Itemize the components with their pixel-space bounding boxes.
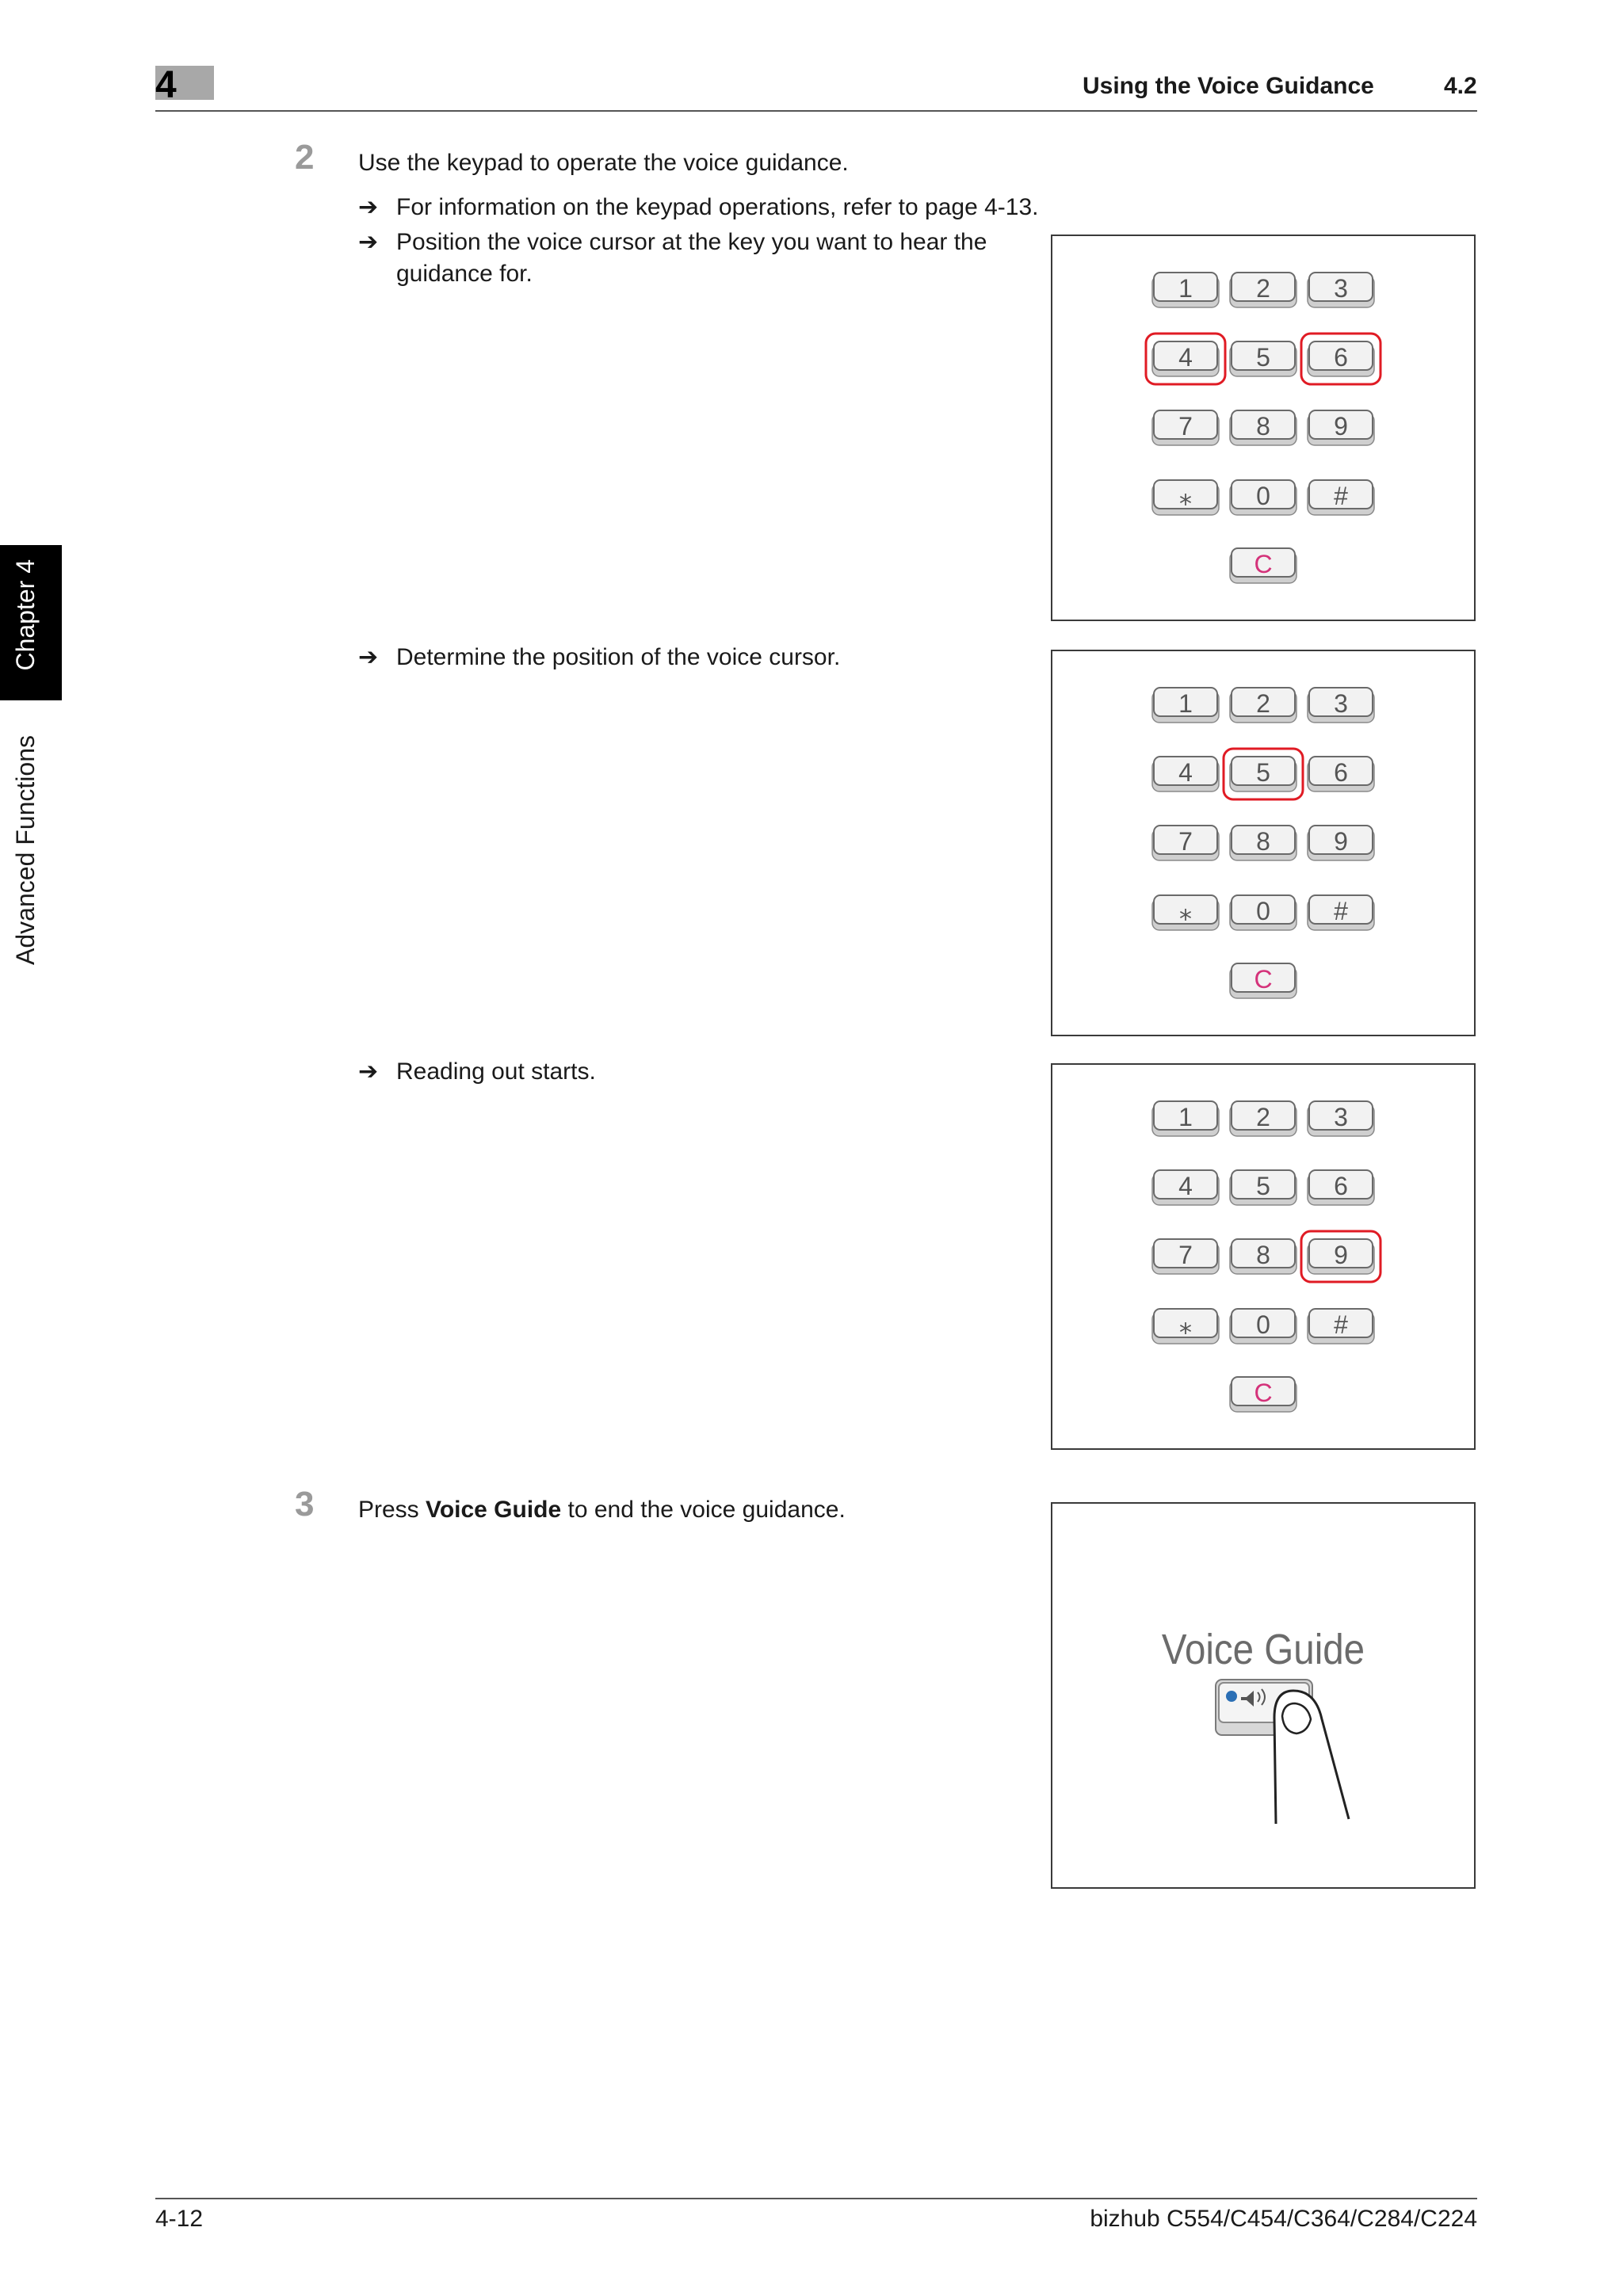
keypad-key-0-label: 0	[1256, 482, 1270, 510]
keypad-key-2-label: 2	[1256, 274, 1270, 303]
keypad-key-8	[1230, 1239, 1296, 1274]
side-tab-chapter: Chapter 4	[11, 559, 40, 671]
keypad-figure-reading-out	[1051, 1063, 1476, 1450]
keypad-key-5-label: 5	[1256, 758, 1270, 787]
keypad-key-1-label: 1	[1178, 1103, 1193, 1131]
chapter-number: 4	[155, 64, 177, 106]
keypad-key-6-label: 6	[1334, 343, 1348, 372]
keypad-key-0	[1230, 1309, 1296, 1344]
header-divider	[155, 110, 1477, 112]
keypad-figure-determine-cursor	[1051, 650, 1476, 1036]
keypad-key-clear	[1230, 548, 1296, 583]
keypad-key-7-label: 7	[1178, 412, 1193, 441]
keypad-key-4-label: 4	[1178, 343, 1193, 372]
keypad-illustration	[1052, 236, 1474, 620]
keypad-key-0	[1230, 895, 1296, 930]
keypad-figure-position-cursor	[1051, 235, 1476, 621]
keypad-key-4	[1152, 1170, 1219, 1205]
keypad-key-5-label: 5	[1256, 343, 1270, 372]
keypad-key-1-label: 1	[1178, 689, 1193, 718]
footer-model-name: bizhub C554/C454/C364/C284/C224	[1090, 2206, 1477, 2232]
header-section-number: 4.2	[1444, 73, 1477, 99]
step-2-text: Use the keypad to operate the voice guidance.	[358, 150, 849, 176]
arrow-icon: ➔	[358, 194, 379, 220]
voice-guide-led-icon	[1226, 1691, 1237, 1702]
step-number-3: 3	[295, 1485, 315, 1524]
arrow-icon: ➔	[358, 644, 379, 670]
keypad-key-3-label: 3	[1334, 689, 1348, 718]
keypad-key-4	[1152, 341, 1219, 376]
keypad-key-star-label: ⁎	[1179, 482, 1192, 510]
keypad-key-9	[1308, 1239, 1374, 1274]
keypad-key-hash	[1308, 895, 1374, 930]
keypad-key-2	[1230, 273, 1296, 307]
keypad-key-hash	[1308, 480, 1374, 515]
keypad-key-9	[1308, 410, 1374, 445]
keypad-key-7-label: 7	[1178, 1241, 1193, 1269]
keypad-key-4	[1152, 757, 1219, 791]
keypad-key-6	[1308, 341, 1374, 376]
step-3-text-prefix: Press	[358, 1497, 426, 1523]
keypad-key-8	[1230, 826, 1296, 860]
keypad-key-0-label: 0	[1256, 897, 1270, 925]
keypad-key-clear	[1230, 1377, 1296, 1412]
bullet-keypad-reference: For information on the keypad operations, refer to page 4-13.	[396, 194, 1039, 220]
arrow-icon: ➔	[358, 229, 379, 255]
keypad-key-1-label: 1	[1178, 274, 1193, 303]
keypad-key-6	[1308, 1170, 1374, 1205]
keypad-key-star	[1152, 1309, 1219, 1344]
bullet-determine-cursor: Determine the position of the voice cursor.	[396, 644, 841, 670]
keypad-key-2-label: 2	[1256, 1103, 1270, 1131]
keypad-key-3	[1308, 688, 1374, 723]
keypad-key-star-label: ⁎	[1179, 1310, 1192, 1339]
keypad-key-7	[1152, 1239, 1219, 1274]
keypad-illustration	[1052, 1065, 1474, 1448]
header-title: Using the Voice Guidance	[1083, 73, 1374, 99]
keypad-key-8-label: 8	[1256, 827, 1270, 856]
bullet-position-cursor: Position the voice cursor at the key you want to hear the guidance for.	[396, 229, 987, 287]
footer-page-number: 4-12	[155, 2206, 204, 2232]
side-tab-section: Advanced Functions	[11, 735, 40, 965]
keypad-key-9-label: 9	[1334, 827, 1348, 856]
step-3-text	[358, 1494, 846, 1526]
keypad-key-1	[1152, 1101, 1219, 1136]
keypad-key-3	[1308, 1101, 1374, 1136]
keypad-key-3-label: 3	[1334, 274, 1348, 303]
keypad-key-2-label: 2	[1256, 689, 1270, 718]
arrow-icon: ➔	[358, 1058, 379, 1085]
keypad-key-8	[1230, 410, 1296, 445]
voice-guide-key-name: Voice Guide	[426, 1497, 562, 1523]
keypad-key-hash	[1308, 1309, 1374, 1344]
keypad-key-9-label: 9	[1334, 1241, 1348, 1269]
keypad-key-6-label: 6	[1334, 1172, 1348, 1200]
finger-icon	[1274, 1691, 1349, 1824]
keypad-key-6-label: 6	[1334, 758, 1348, 787]
keypad-key-star	[1152, 895, 1219, 930]
keypad-key-hash-label: #	[1334, 1310, 1348, 1339]
keypad-key-7	[1152, 826, 1219, 860]
keypad-key-8-label: 8	[1256, 1241, 1270, 1269]
keypad-key-1	[1152, 273, 1219, 307]
keypad-key-2	[1230, 688, 1296, 723]
keypad-key-4-label: 4	[1178, 758, 1193, 787]
voice-guide-label: Voice Guide	[1161, 1625, 1365, 1673]
keypad-key-hash-label: #	[1334, 897, 1348, 925]
keypad-key-9	[1308, 826, 1374, 860]
keypad-key-clear-label: C	[1254, 1379, 1273, 1407]
step-number-2: 2	[295, 138, 315, 177]
voice-guide-illustration	[1052, 1504, 1474, 1887]
step-3-text-suffix: to end the voice guidance.	[561, 1497, 846, 1523]
keypad-key-star	[1152, 480, 1219, 515]
keypad-key-hash-label: #	[1334, 482, 1348, 510]
keypad-key-5	[1230, 757, 1296, 791]
voice-guide-figure	[1051, 1502, 1476, 1889]
keypad-illustration	[1052, 651, 1474, 1035]
keypad-key-clear	[1230, 963, 1296, 998]
keypad-key-5	[1230, 1170, 1296, 1205]
bullet-reading-out: Reading out starts.	[396, 1058, 596, 1085]
keypad-key-1	[1152, 688, 1219, 723]
keypad-key-5-label: 5	[1256, 1172, 1270, 1200]
keypad-key-2	[1230, 1101, 1296, 1136]
keypad-key-3-label: 3	[1334, 1103, 1348, 1131]
keypad-key-3	[1308, 273, 1374, 307]
footer-divider	[155, 2198, 1477, 2199]
keypad-key-0-label: 0	[1256, 1310, 1270, 1339]
keypad-key-clear-label: C	[1254, 965, 1273, 994]
keypad-key-9-label: 9	[1334, 412, 1348, 441]
keypad-key-7	[1152, 410, 1219, 445]
keypad-key-8-label: 8	[1256, 412, 1270, 441]
keypad-key-star-label: ⁎	[1179, 897, 1192, 925]
keypad-key-clear-label: C	[1254, 550, 1273, 578]
keypad-key-7-label: 7	[1178, 827, 1193, 856]
keypad-key-6	[1308, 757, 1374, 791]
keypad-key-5	[1230, 341, 1296, 376]
keypad-key-4-label: 4	[1178, 1172, 1193, 1200]
keypad-key-0	[1230, 480, 1296, 515]
